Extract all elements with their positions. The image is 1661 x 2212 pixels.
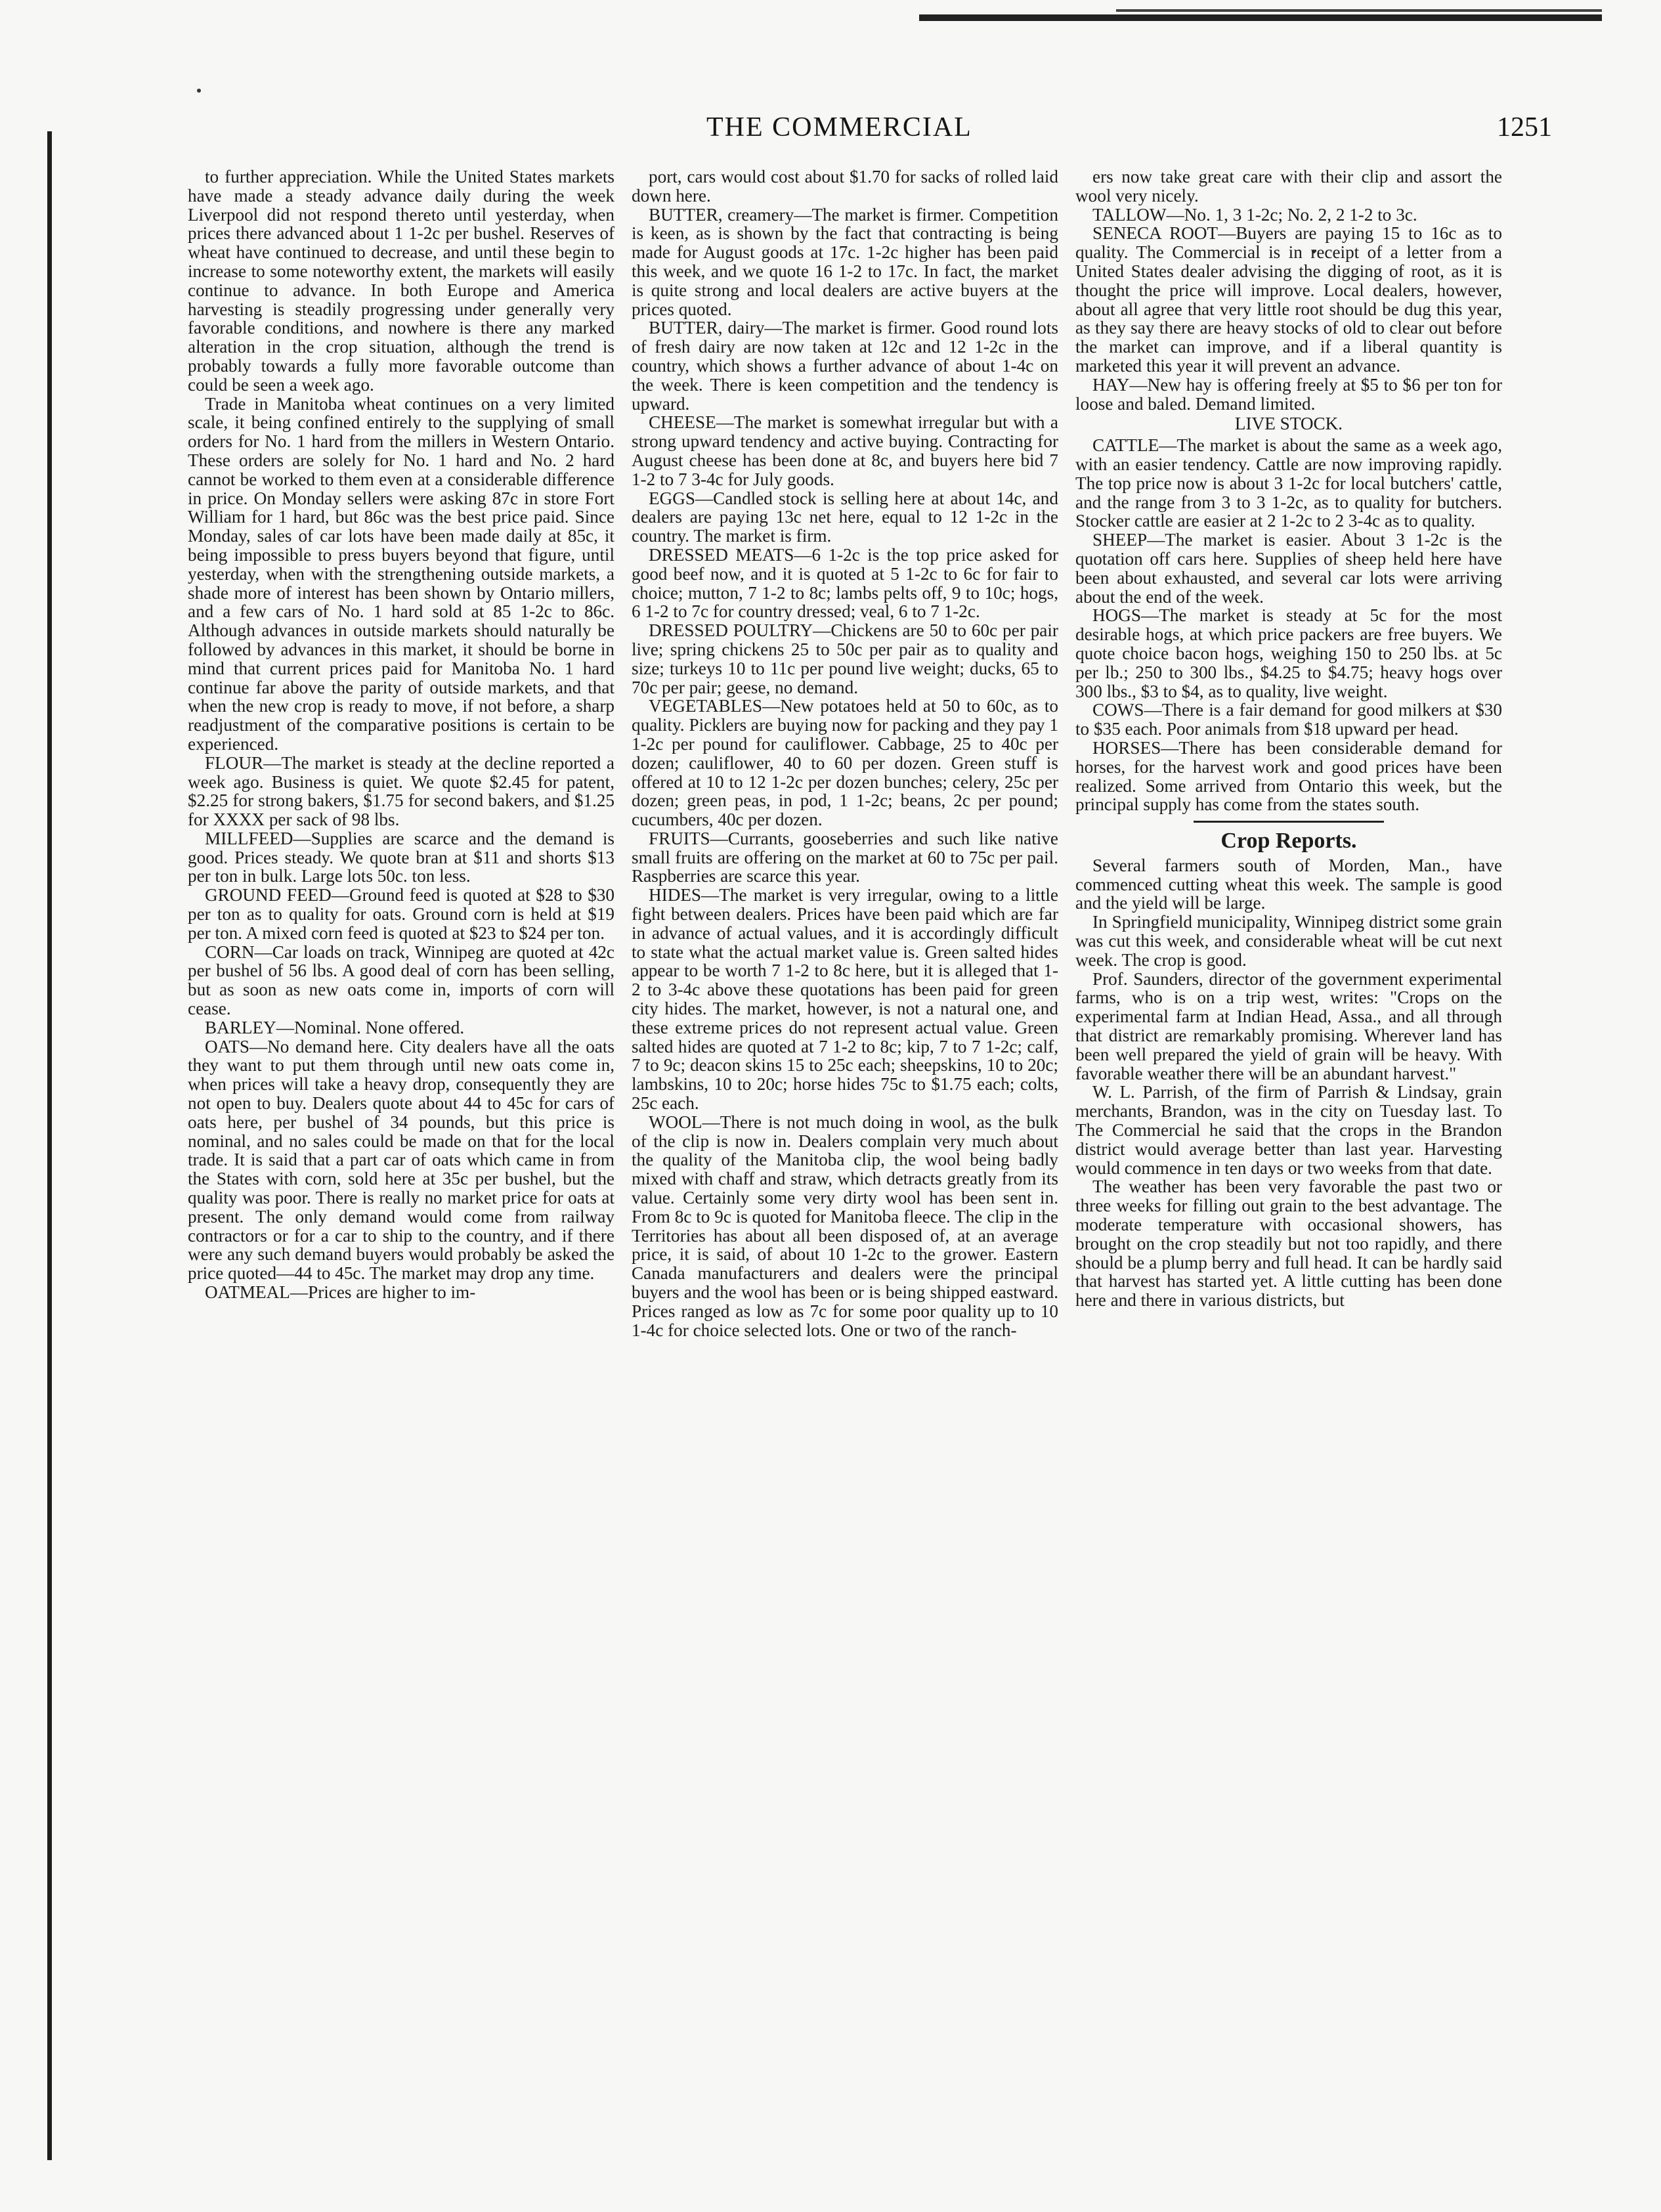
- paragraph: Prof. Saunders, director of the government experimental farms, who is on a trip west, writes: "Crops on the experimental farm at Indian Head, Assa., and all through that district are remarkably promising. Wherever land has been well prepared the yield of grain will be heavy. With favorable weather there will be an abundant harvest.": [1075, 968, 1502, 1083]
- paragraph: GROUND FEED—Ground feed is quoted at $28 to $30 per ton as to quality for oats. Ground corn is held at $19 per ton. A mixed corn feed is quoted at $23 to $24 per ton.: [188, 885, 615, 943]
- column-3: [1075, 167, 1502, 1310]
- paragraph: BUTTER, dairy—The market is firmer. Good round lots of fresh dairy are now taken at 12c and 12 1-2c in the country, which shows a further advance of about 1-4c on the week. There is keen competition and the tendency is upward.: [632, 318, 1058, 414]
- paragraph: EGGS—Candled stock is selling here at about 14c, and dealers are paying 13c net here, equal to 12 1-2c in the country. The market is firm.: [632, 488, 1058, 546]
- paragraph: CORN—Car loads on track, Winnipeg are quoted at 42c per bushel of 56 lbs. A good deal of corn has been selling, but as soon as new oats come in, imports of corn will cease.: [188, 942, 615, 1019]
- paragraph: FRUITS—Currants, gooseberries and such like native small fruits are offering on the market at 60 to 75c per pail. Raspberries are scarce this year.: [632, 828, 1058, 886]
- paragraph: DRESSED MEATS—6 1-2c is the top price asked for good beef now, and it is quoted at 5 1-2c to 6c for fair to choice; mutton, 7 1-2 to 8c; lambs pelts off, 9 to 10c; hogs, 6 1-2 to 7c for country dressed; veal, 6 to 7 1-2c.: [632, 544, 1058, 622]
- paragraph: CATTLE—The market is about the same as a week ago, with an easier tendency. Cattle are now improving rapidly. The top price now is about 3 1-2c for local butchers' cattle, and the range from 3 to 3 1-2c, as to quality for butchers. Stocker cattle are easier at 2 1-2c to 2 3-4c as to quality.: [1075, 435, 1502, 531]
- paragraph: FLOUR—The market is steady at the decline reported a week ago. Business is quiet. We quote $2.45 for patent, $2.25 for strong bakers, $1.75 for second bakers, and $1.25 for XXXX per sack of 98 lbs.: [188, 752, 615, 830]
- page-gutter-bar: [47, 131, 52, 2160]
- paragraph: BUTTER, creamery—The market is firmer. Competition is keen, as is shown by the fact that contracting is being made for August goods at 17c. 1-2c higher has been paid this week, and we quote 16 1-2 to 17c. In fact, the market is quite strong and local dealers are active buyers at the prices quoted.: [632, 204, 1058, 319]
- paragraph: SHEEP—The market is easier. About 3 1-2c is the quotation off cars here. Supplies of sheep held here have been about exhausted, and several car lots were arriving about the end of the week.: [1075, 530, 1502, 607]
- paragraph: SENECA ROOT—Buyers are paying 15 to 16c as to quality. The Commercial is in receipt of a letter from a United States dealer advising the digging of root, as it is thought the price will improve. Local dealers, however, about all agree that very little root should be dug this year, as they say there are heavy stocks of old to clear out before the market can improve, and if a liberal quantity is marketed this year it will prevent an advance.: [1075, 223, 1502, 376]
- paragraph: ers now take great care with their clip and assort the wool very nicely.: [1075, 167, 1502, 206]
- paragraph: W. L. Parrish, of the firm of Parrish & Lindsay, grain merchants, Brandon, was in the city on Tuesday last. To The Commercial he said that the crops in the Brandon district would average better than last year. Harvesting would commence in ten days or two weeks from that date.: [1075, 1082, 1502, 1178]
- paragraph: COWS—There is a fair demand for good milkers at $30 to $35 each. Poor animals from $18 upward per head.: [1075, 700, 1502, 739]
- column-2: [632, 167, 1058, 1339]
- section-subhead: LIVE STOCK.: [1234, 414, 1343, 434]
- running-head: THE COMMERCIAL: [706, 112, 972, 142]
- paragraph: MILLFEED—Supplies are scarce and the demand is good. Prices steady. We quote bran at $11 and shorts $13 per ton in bulk. Large lots 50c. ton less.: [188, 828, 615, 886]
- paragraph: HOGS—The market is steady at 5c for the most desirable hogs, at which price packers are free buyers. We quote choice bacon hogs, weighing 150 to 250 lbs. at 5c per lb.; 250 to 300 lbs., $4.25 to $4.75; heavy hogs over 300 lbs., $3 to $4, as to quality, live weight.: [1075, 605, 1502, 701]
- top-rule-tip: [1116, 9, 1602, 12]
- paragraph: to further appreciation. While the United States markets have made a steady advance daily during the week Liverpool did not respond thereto until yesterday, when prices there advanced about 1 1-2c per bushel. Reserves of wheat have continued to decrease, and until these begin to increase to some noteworthy extent, the markets will easily continue to advance. In both Europe and America harvesting is steadily progressing under generally very favorable conditions, and nowhere is there any marked alteration in the crop situation, although the trend is probably towards a fully more favorable outcome than could be seen a week ago.: [188, 167, 615, 395]
- paragraph: Several farmers south of Morden, Man., have commenced cutting wheat this week. The sample is good and the yield will be large.: [1075, 855, 1502, 913]
- page-number: 1251: [1497, 112, 1552, 142]
- paragraph: HAY—New hay is offering freely at $5 to $6 per ton for loose and baled. Demand limited.: [1075, 374, 1502, 414]
- section-divider: [1194, 821, 1384, 823]
- paragraph: In Springfield municipality, Winnipeg district some grain was cut this week, and considerable wheat will be cut next week. The crop is good.: [1075, 912, 1502, 970]
- column-1: [188, 167, 615, 1302]
- paragraph: BARLEY—Nominal. None offered.: [205, 1017, 465, 1037]
- paragraph: WOOL—There is not much doing in wool, as the bulk of the clip is now in. Dealers complain very much about the quality of the Manitoba clip, the wool being badly mixed with chaff and straw, which detracts greatly from its value. Certainly some very dirty wool has been sent in. From 8c to 9c is quoted for Manitoba fleece. The clip in the Territories has about all been disposed of, at an average price, it is said, of about 10 1-2c to the grower. Eastern Canada manufacturers and dealers were the principal buyers and the wool has been or is being shipped eastward. Prices ranged as low as 7c for some poor quality up to 10 1-4c for choice selected lots. One or two of the ranch-: [632, 1112, 1058, 1340]
- ink-speck: [197, 89, 201, 93]
- paragraph: The weather has been very favorable the past two or three weeks for filling out grain to the best advantage. The moderate temperature with occasional showers, has brought on the crop steadily but not too rapidly, and there should be a plump berry and full head. It can be hardly said that harvest has started yet. A little cutting has been done here and there in various districts, but: [1075, 1177, 1502, 1311]
- paragraph: OATS—No demand here. City dealers have all the oats they want to put them through until new oats come in, when prices will take a heavy drop, consequently they are not open to buy. Dealers quote about 44 to 45c for cars of oats here, per bushel of 34 pounds, but this price is nominal, and no sales could be made on that for the local trade. It is said that a part car of oats which came in from the States with corn, sold here at 35c per bushel, but the quality was poor. There is really no market price for oats at present. The only demand would come from railway contractors or for a car to ship to the country, and if there were any such demand buyers would probably be asked the price quoted—44 to 45c. The market may drop any time.: [188, 1036, 615, 1284]
- top-rule: [919, 14, 1602, 21]
- paragraph: DRESSED POULTRY—Chickens are 50 to 60c per pair live; spring chickens 25 to 50c per pair as to quality and size; turkeys 10 to 11c per pound live weight; ducks, 65 to 70c per pair; geese, no demand.: [632, 620, 1058, 697]
- paragraph: HIDES—The market is very irregular, owing to a little fight between dealers. Prices have been paid which are far in advance of actual values, and it is accordingly difficult to state what the actual market value is. Green salted hides appear to be worth 7 1-2 to 8c here, but it is alleged that 1-2 to 3-4c above these quotations has been paid for green city hides. The market, however, is not a natural one, and these extreme prices do not represent actual value. Green salted hides are quoted at 7 1-2 to 8c; kip, 7 to 7 1-2c; calf, 7 to 9c; deacon skins 15 to 25c each; sheepskins, 10 to 20c; lambskins, 10 to 20c; horse hides 75c to $1.75 each; colts, 25c each.: [632, 885, 1058, 1114]
- paragraph: TALLOW—No. 1, 3 1-2c; No. 2, 2 1-2 to 3c.: [1092, 204, 1417, 225]
- paragraph: Trade in Manitoba wheat continues on a very limited scale, it being confined entirely to the supplying of small orders for No. 1 hard from the millers in Western Ontario. These orders are solely for No. 1 hard and No. 2 hard cannot be worked to them even at a considerable difference in price. On Monday sellers were asking 87c in store Fort William for 1 hard, but 86c was the best price paid. Since Monday, sales of car lots have been made daily at 85c, it being impossible to press buyers beyond that figure, until yesterday, when with the strengthening outside markets, a shade more of interest has been shown by Ontario millers, and a few cars of No. 1 hard sold at 85 1-2c to 86c. Although advances in outside markets should naturally be followed by advances in this market, it should be borne in mind that current prices paid for Manitoba No. 1 hard continue far above the parity of outside markets, and that when the new crop is ready to move, if not before, a sharp readjustment of the comparative positions is certain to be experienced.: [188, 393, 615, 754]
- paragraph: port, cars would cost about $1.70 for sacks of rolled laid down here.: [632, 167, 1058, 206]
- paragraph: OATMEAL—Prices are higher to im-: [205, 1282, 476, 1303]
- paragraph: VEGETABLES—New potatoes held at 50 to 60c, as to quality. Picklers are buying now for packing and they pay 1 1-2c per pound for cauliflower. Cabbage, 25 to 40c per dozen; cauliflower, 40 to 60 per dozen. Green stuff is offered at 10 to 12 1-2c per dozen bunches; celery, 25c per dozen; green peas, in pod, 1 1-2c; beans, 2c per pound; cucumbers, 40c per dozen.: [632, 696, 1058, 830]
- section-heading: Crop Reports.: [1220, 829, 1357, 854]
- paragraph: CHEESE—The market is somewhat irregular but with a strong upward tendency and active buying. Contracting for August cheese has been done at 8c, and buyers here bid 7 1-2 to 7 3-4c for July goods.: [632, 412, 1058, 489]
- paragraph: HORSES—There has been considerable demand for horses, for the harvest work and good prices have been realized. Some arrived from Ontario this week, but the principal supply has come from the states south.: [1075, 737, 1502, 815]
